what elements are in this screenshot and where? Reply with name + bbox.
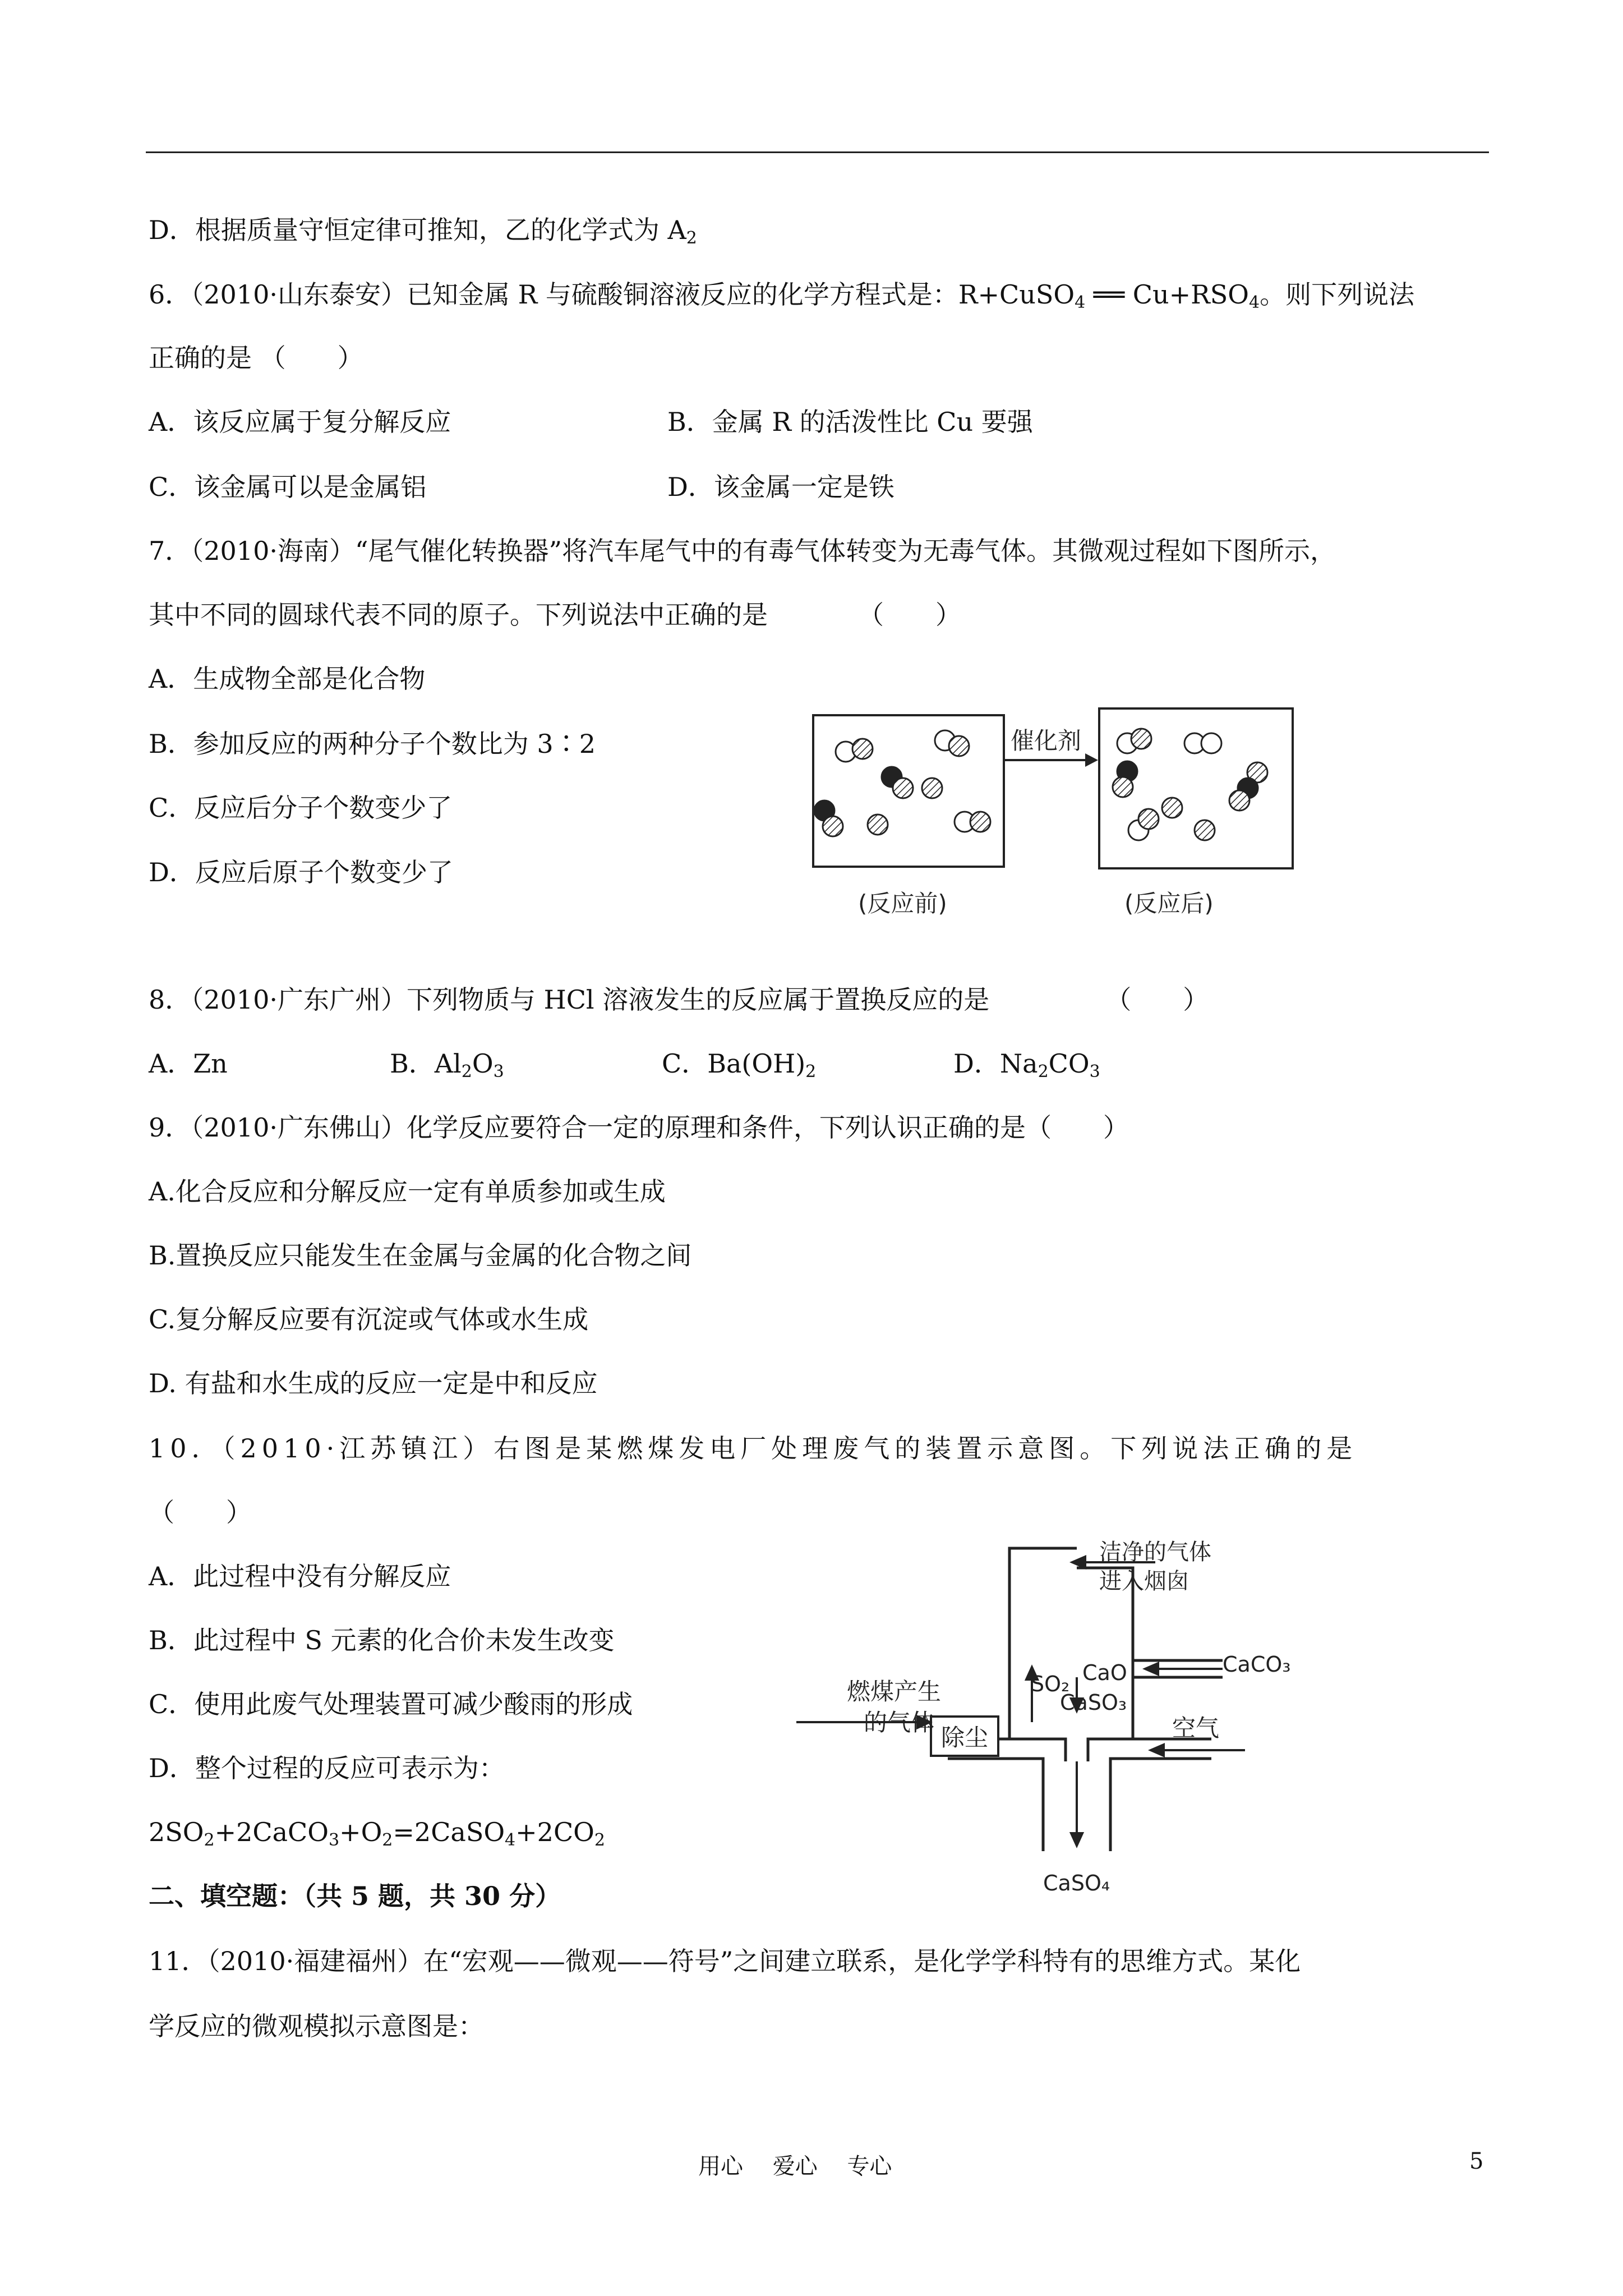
q7-option-b: B．参加反应的两种分子个数比为 3∶2	[149, 729, 596, 759]
coal-gas-label-2: 的气体	[864, 1709, 935, 1736]
footer-item: 专心	[847, 2154, 892, 2179]
footer-item: 用心	[698, 2154, 743, 2179]
q10-option-a: A．此过程中没有分解反应	[149, 1561, 451, 1591]
q7-option-c: C．反应后分子个数变少了	[149, 793, 453, 823]
page-number: 5	[1469, 2148, 1484, 2174]
q8-option-c: C．$Ba(OH)_2$	[662, 1048, 817, 1082]
catalytic-converter-diagram	[802, 704, 1307, 928]
footer-slogan	[698, 2148, 914, 2180]
q10-stem-cont: （ ）	[149, 1497, 252, 1527]
after-molecules	[1113, 729, 1267, 840]
so2-label: SO₂	[1031, 1672, 1070, 1696]
q6-option-a: A．该反应属于复分解反应	[149, 407, 451, 437]
section-2-heading: 二、填空题：（共 5 题，共 30 分）	[149, 1881, 561, 1911]
q8-option-d: D．$Na_2CO_3$	[953, 1048, 1100, 1082]
q7-option-d: D．反应后原子个数变少了	[149, 857, 453, 887]
catalyst-label: 催化剂	[1011, 727, 1082, 754]
q9-option-c: C.复分解反应要有沉淀或气体或水生成	[149, 1304, 589, 1335]
q7-option-a: A．生成物全部是化合物	[149, 664, 426, 694]
q10-stem: 10．（2010·江苏镇江）右图是某燃煤发电厂处理废气的装置示意图。下列说法正确的是	[149, 1433, 1358, 1464]
q9-stem: 9．（2010·广东佛山）化学反应要符合一定的原理和条件，下列认识正确的是（ ）	[149, 1112, 1129, 1143]
q11-stem: 11．（2010·福建福州）在“宏观——微观——符号”之间建立联系，是化学学科特有的思维方式。某化	[149, 1946, 1301, 1976]
q10-option-b: B．此过程中 S 元素的化合价未发生改变	[149, 1625, 615, 1655]
caco3-label: CaCO₃	[1223, 1652, 1291, 1677]
q7-stem: 7．（2010·海南）“尾气催化转换器”将汽车尾气中的有毒气体转变为无毒气体。其微观过程如下图所示，	[149, 536, 1336, 566]
q6-stem: 6．（2010·山东泰安）已知金属 R 与硫酸铜溶液反应的化学方程式是：R+CuSO$_4$ ══ $Cu+RSO_4$。则下列说法	[149, 279, 1415, 312]
q6-option-c: C．该金属可以是金属铝	[149, 472, 427, 502]
q10-option-d: D．整个过程的反应可表示为：	[149, 1753, 505, 1783]
caso4-label: CaSO₄	[1043, 1871, 1110, 1895]
before-label: (反应前)	[858, 890, 947, 917]
caso3-label: CaSO₃	[1060, 1690, 1127, 1715]
q5-option-d: D．根据质量守恒定律可推知，乙的化学式为 $A_2$	[149, 215, 697, 248]
q9-option-a: A.化合反应和分解反应一定有单质参加或生成	[149, 1176, 666, 1207]
q9-option-d: D. 有盐和水生成的反应一定是中和反应	[149, 1368, 598, 1398]
q8-option-b: B．$Al_2O_3$	[390, 1048, 504, 1082]
q9-option-b: B.置换反应只能发生在金属与金属的化合物之间	[149, 1240, 692, 1271]
q10-equation: $2SO_2+2CaCO_3+O_2=2CaSO_4+2CO_2$	[149, 1817, 605, 1850]
q7-stem-cont: 其中不同的圆球代表不同的原子。下列说法中正确的是 （ ）	[149, 600, 961, 630]
q11-stem-cont: 学反应的微观模拟示意图是：	[149, 2011, 484, 2041]
q6-stem-cont: 正确的是 （ ）	[149, 343, 363, 373]
clean-gas-label-2: 进入烟囱	[1099, 1568, 1189, 1594]
header-rule	[146, 151, 1489, 153]
after-label: (反应后)	[1124, 890, 1214, 917]
before-molecules	[814, 730, 990, 836]
q6-option-d: D．该金属一定是铁	[667, 472, 895, 502]
footer-item: 爱心	[772, 2154, 818, 2179]
q10-option-c: C．使用此废气处理装置可减少酸雨的形成	[149, 1689, 633, 1719]
flue-gas-treatment-diagram	[763, 1537, 1324, 1907]
clean-gas-label-1: 洁净的气体	[1099, 1539, 1211, 1565]
q8-option-a: A．Zn	[149, 1048, 228, 1079]
coal-gas-label-1: 燃煤产生	[847, 1678, 942, 1705]
cao-label: CaO	[1082, 1660, 1127, 1685]
q8-stem: 8．（2010·广东广州）下列物质与 HCl 溶液发生的反应属于置换反应的是 （ ）	[149, 984, 1209, 1015]
q6-option-b: B．金属 R 的活泼性比 Cu 要强	[667, 407, 1033, 437]
air-label: 空气	[1172, 1714, 1220, 1742]
dust-label: 除尘	[941, 1724, 989, 1751]
